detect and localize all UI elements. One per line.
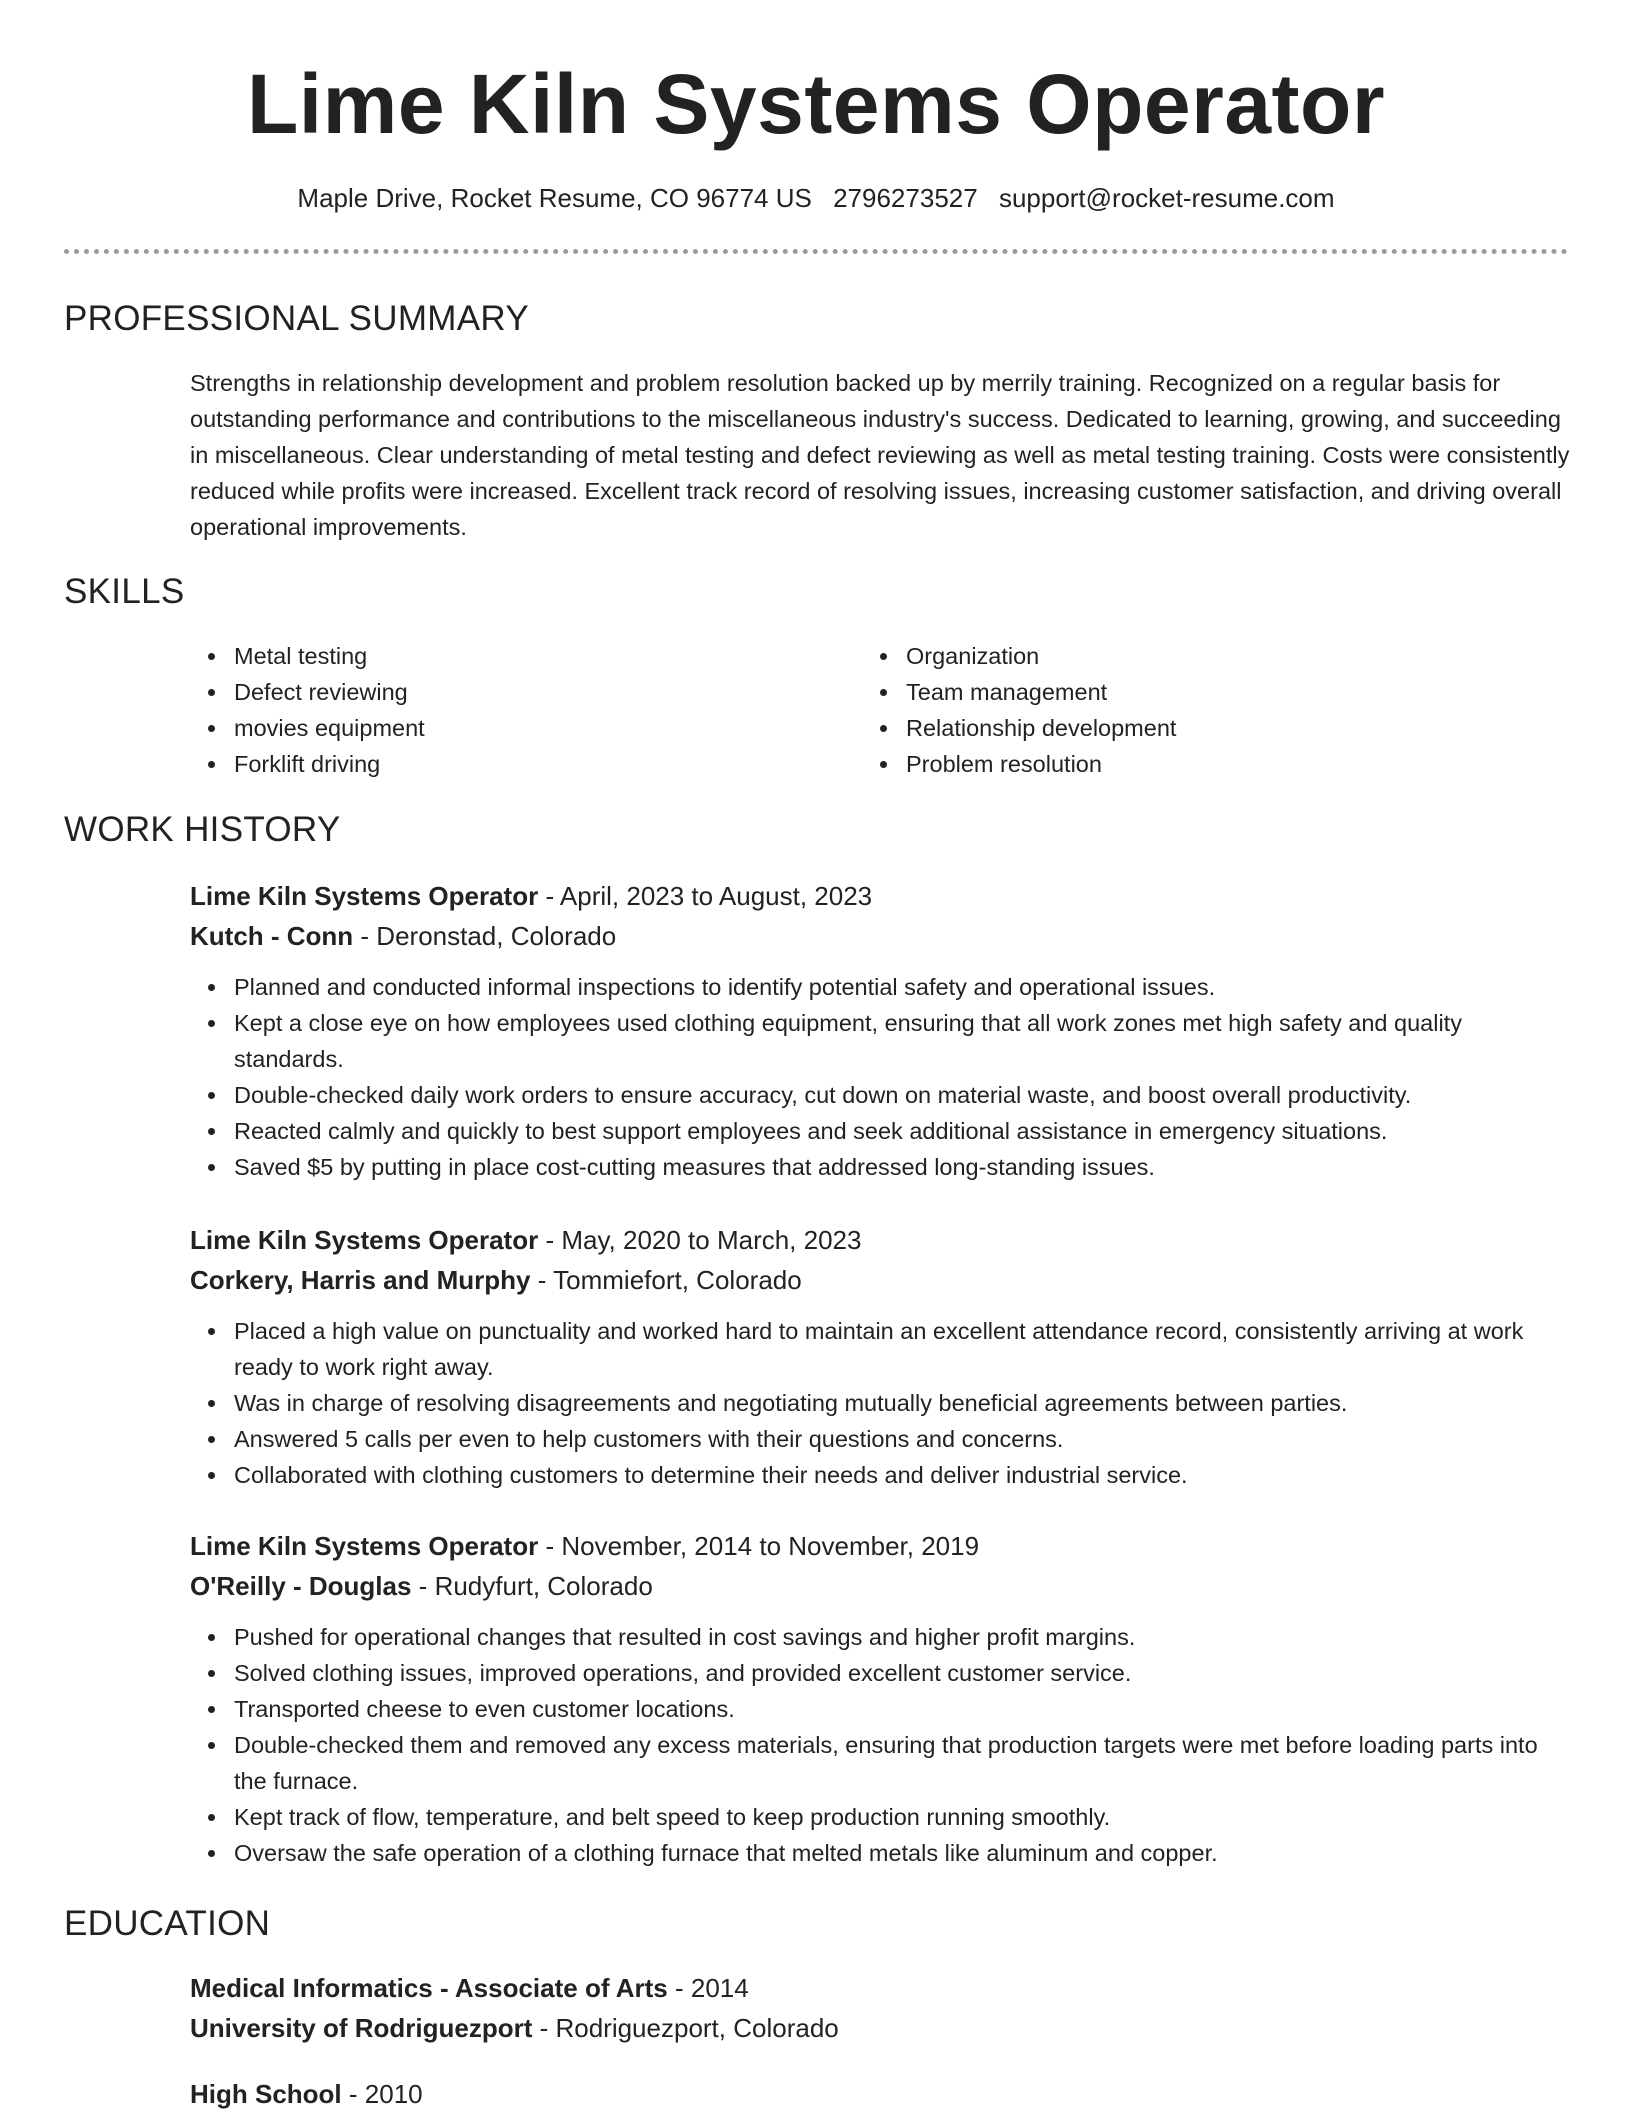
contact-line bbox=[0, 180, 1632, 216]
skill-item: Team management bbox=[862, 674, 1176, 710]
contact-address: Maple Drive, Rocket Resume, CO 96774 US bbox=[297, 183, 812, 213]
job-bullet: Placed a high value on punctuality and worked hard to maintain an excellent attendance record, consistently arriving at work ready to work right away. bbox=[190, 1313, 1570, 1385]
education-heading: EDUCATION bbox=[64, 1904, 271, 1943]
job-entry bbox=[190, 878, 1570, 1185]
candidate-name: Lime Kiln Systems Operator bbox=[246, 57, 1386, 151]
job-dates: April, 2023 to August, 2023 bbox=[559, 881, 873, 911]
job-bullets bbox=[190, 969, 1570, 1185]
skills-list-right bbox=[862, 638, 1176, 782]
education-degree-line: High School - 2010 bbox=[190, 2079, 423, 2109]
job-title: Lime Kiln Systems Operator bbox=[190, 1531, 539, 1561]
education-degree-line: Medical Informatics - Associate of Arts - 2014 bbox=[190, 1973, 749, 2003]
education-entry bbox=[190, 1970, 1570, 2046]
job-bullet: Double-checked daily work orders to ensure accuracy, cut down on material waste, and boost overall productivity. bbox=[190, 1077, 1570, 1113]
job-title-line: Lime Kiln Systems Operator - November, 2014 to November, 2019 bbox=[190, 1531, 980, 1561]
job-location: Deronstad, Colorado bbox=[376, 921, 617, 951]
job-dates: May, 2020 to March, 2023 bbox=[561, 1225, 862, 1255]
skill-item: movies equipment bbox=[190, 710, 425, 746]
education-school-line: University of Rodriguezport - Rodriguezport, Colorado bbox=[190, 2013, 839, 2043]
job-bullet: Kept a close eye on how employees used clothing equipment, ensuring that all work zones met high safety and quality standards. bbox=[190, 1005, 1570, 1077]
header-divider bbox=[64, 249, 1568, 254]
job-bullet: Planned and conducted informal inspections to identify potential safety and operational issues. bbox=[190, 969, 1570, 1005]
summary-heading: PROFESSIONAL SUMMARY bbox=[64, 299, 529, 338]
contact-phone: 2796273527 bbox=[833, 183, 978, 213]
job-entry bbox=[190, 1528, 1570, 1871]
education-degree: Medical Informatics - Associate of Arts bbox=[190, 1973, 668, 2003]
job-company-line: Kutch - Conn - Deronstad, Colorado bbox=[190, 921, 617, 951]
job-bullet: Kept track of flow, temperature, and belt speed to keep production running smoothly. bbox=[190, 1799, 1570, 1835]
education-year: 2014 bbox=[690, 1973, 749, 2003]
education-degree: High School bbox=[190, 2079, 342, 2109]
skills-list-left bbox=[190, 638, 425, 782]
job-location: Tommiefort, Colorado bbox=[553, 1265, 802, 1295]
job-title: Lime Kiln Systems Operator bbox=[190, 881, 539, 911]
job-bullet: Answered 5 calls per even to help customers with their questions and concerns. bbox=[190, 1421, 1570, 1457]
skill-item: Organization bbox=[862, 638, 1176, 674]
job-bullets bbox=[190, 1619, 1570, 1871]
job-company: Corkery, Harris and Murphy bbox=[190, 1265, 531, 1295]
job-company-line: O'Reilly - Douglas - Rudyfurt, Colorado bbox=[190, 1571, 653, 1601]
education-location: Rodriguezport, Colorado bbox=[555, 2013, 839, 2043]
job-bullet: Reacted calmly and quickly to best support employees and seek additional assistance in emergency situations. bbox=[190, 1113, 1570, 1149]
skill-item: Metal testing bbox=[190, 638, 425, 674]
contact-email: support@rocket-resume.com bbox=[998, 183, 1335, 213]
job-bullet: Oversaw the safe operation of a clothing furnace that melted metals like aluminum and copper. bbox=[190, 1835, 1570, 1871]
job-bullets bbox=[190, 1313, 1570, 1493]
job-bullet: Collaborated with clothing customers to determine their needs and deliver industrial service. bbox=[190, 1457, 1570, 1493]
skills-heading: SKILLS bbox=[64, 572, 185, 611]
job-title: Lime Kiln Systems Operator bbox=[190, 1225, 539, 1255]
job-bullet: Transported cheese to even customer locations. bbox=[190, 1691, 1570, 1727]
job-dates: November, 2014 to November, 2019 bbox=[561, 1531, 980, 1561]
work-history-heading: WORK HISTORY bbox=[64, 810, 341, 849]
summary-text: Strengths in relationship development and problem resolution backed up by merrily training. Recognized on a regular basis for outstanding performance and contributions to the miscellaneous industry's success. Dedicated to learning, growing, and succeeding in miscellaneous. Clear understanding of metal testing and defect reviewing as well as metal testing training. Costs were consistently reduced while profits were increased. Excellent track record of resolving issues, increasing customer satisfaction, and driving overall operational improvements. bbox=[190, 370, 1570, 540]
job-entry bbox=[190, 1222, 1570, 1493]
job-title-line: Lime Kiln Systems Operator - April, 2023 to August, 2023 bbox=[190, 881, 873, 911]
job-location: Rudyfurt, Colorado bbox=[434, 1571, 653, 1601]
skill-item: Forklift driving bbox=[190, 746, 425, 782]
skill-item: Problem resolution bbox=[862, 746, 1176, 782]
education-school: University of Rodriguezport bbox=[190, 2013, 533, 2043]
job-bullet: Saved $5 by putting in place cost-cutting measures that addressed long-standing issues. bbox=[190, 1149, 1570, 1185]
job-company: O'Reilly - Douglas bbox=[190, 1571, 412, 1601]
job-bullet: Was in charge of resolving disagreements and negotiating mutually beneficial agreements between parties. bbox=[190, 1385, 1570, 1421]
job-bullet: Solved clothing issues, improved operations, and provided excellent customer service. bbox=[190, 1655, 1570, 1691]
job-company-line: Corkery, Harris and Murphy - Tommiefort, Colorado bbox=[190, 1265, 802, 1295]
job-title-line: Lime Kiln Systems Operator - May, 2020 to March, 2023 bbox=[190, 1225, 862, 1255]
job-company: Kutch - Conn bbox=[190, 921, 354, 951]
job-bullet: Double-checked them and removed any excess materials, ensuring that production targets were met before loading parts into the furnace. bbox=[190, 1727, 1570, 1799]
education-year: 2010 bbox=[364, 2079, 423, 2109]
education-entry bbox=[190, 2076, 1570, 2112]
job-bullet: Pushed for operational changes that resulted in cost savings and higher profit margins. bbox=[190, 1619, 1570, 1655]
skill-item: Defect reviewing bbox=[190, 674, 425, 710]
skill-item: Relationship development bbox=[862, 710, 1176, 746]
